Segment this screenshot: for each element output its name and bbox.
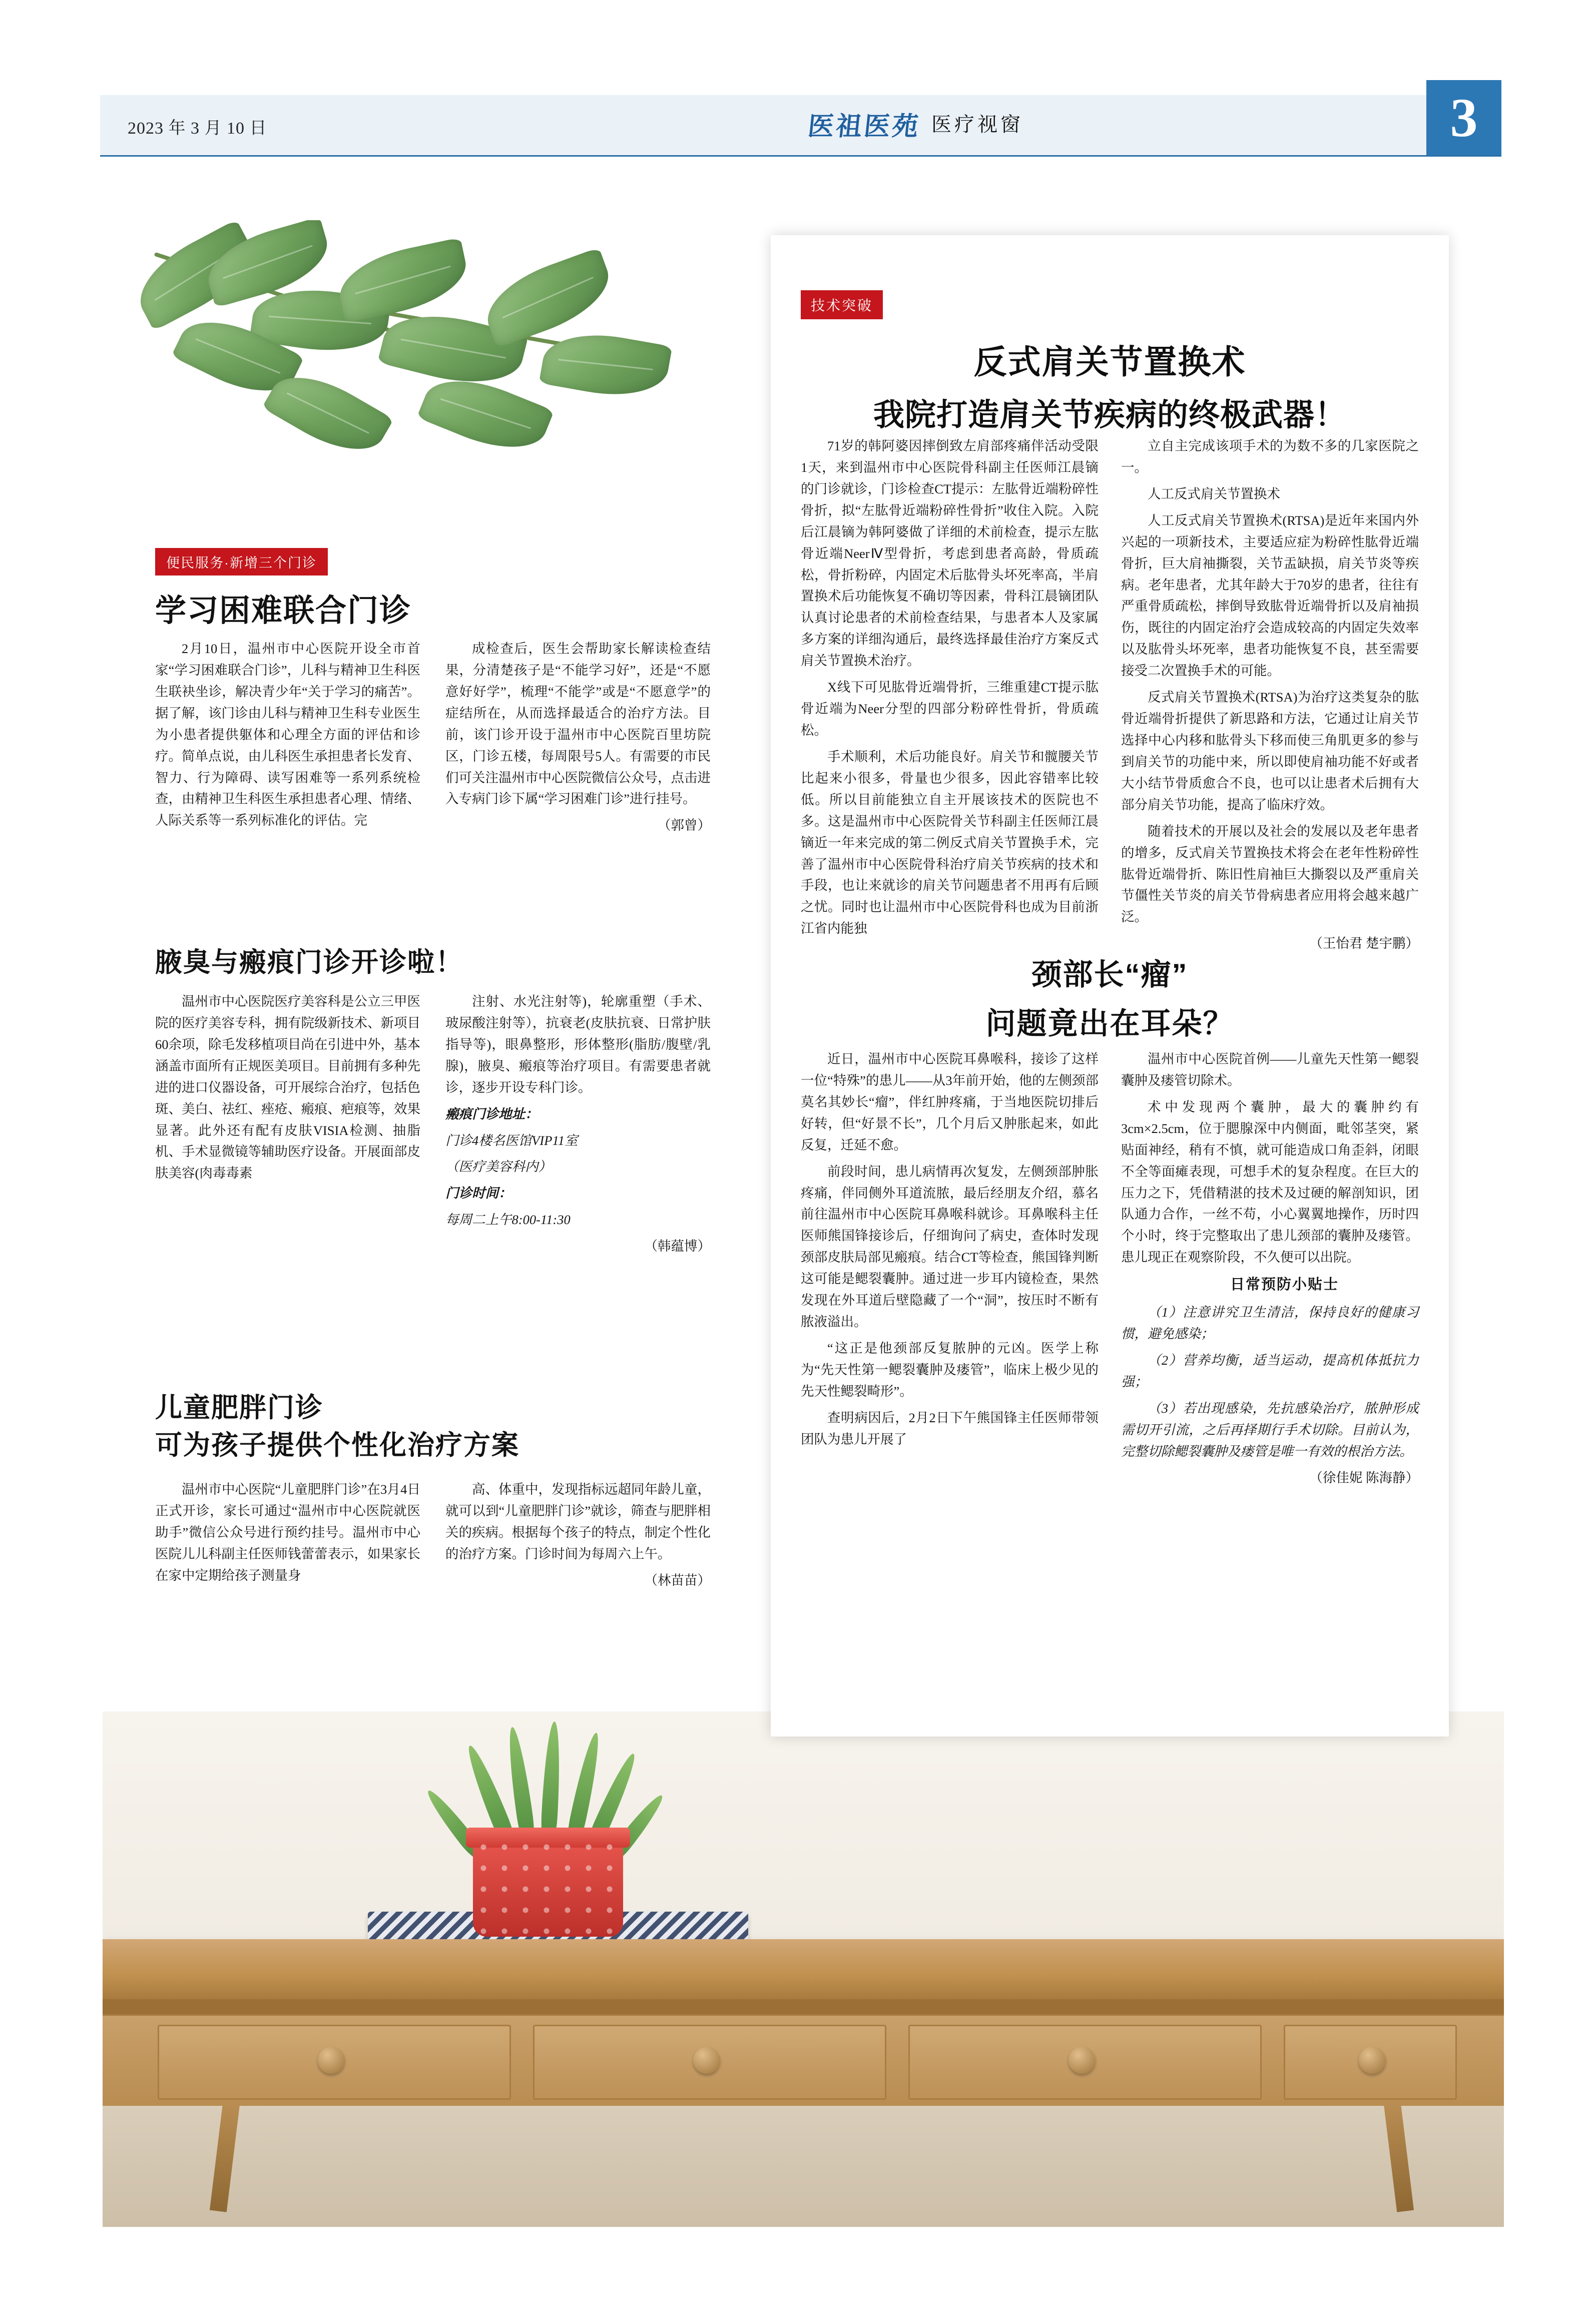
clinic-address-note: （医疗美容科内） — [445, 1159, 552, 1175]
feature-article-col1: 71岁的韩阿婆因摔倒致左肩部疼痛伴活动受限1天，来到温州市中心医院骨科副主任医师江晨镝的门诊就诊，门诊检查CT提示：左肱骨近端粉碎性骨折，拟“左肱骨近端粉碎性骨折”收住入院。入院后江晨镝为韩阿婆做了详细的术前检查，提示左肱骨近端NeerⅣ型骨折，考虑到患者高龄，骨质疏松，骨折粉碎，内固定术后肱骨头坏死率高，半肩置换术后功能恢复不确切等因素，骨科江晨镝团队认真讨论患者的术前检查结果，与患者本人及家属多方案的详细沟通后，最终选择最佳治疗方案反式肩关节置换术治疗。 X线下可见肱骨近端骨折，三维重建CT提示肱骨近端为Neer分型的四部分粉碎性骨折，骨质疏松。 手术顺利，术后功能良好。肩关节和髋腰关节比起来小很多，骨量也少很多，因此容错率比较低。所以目前能独立自主开展该技术的医院也不多。这是温州市中心医院骨关节科副主任医师江晨镝近一年来完成的第二例反式肩关节置换手术，完善了温州市中心医院骨科治疗肩关节疾病的技术和手段，也让来就诊的肩关节问题患者不用再有后顾之忧。同时也让温州市中心医院骨科也成为目前浙江省内能独 — [801, 438, 1099, 936]
article-child-obesity-col2: 高、体重中，发现指标远超同年龄儿童，就可以到“儿童肥胖门诊”就诊，筛查与肥胖相关的疾病。根据每个孩子的特点，制定个性化的治疗方案。门诊时间为每周六上午。 （林苗苗） — [445, 1479, 711, 1596]
feature-panel — [771, 235, 1449, 1737]
headline-child-obesity-clinic-line1: 儿童肥胖门诊 — [155, 1393, 323, 1423]
article-learning-difficulty-col2: 成检查后，医生会帮助家长解读检查结果，分清楚孩子是“不能学习好”，还是“不愿意好好学”，梳理“不能学”或是“不愿意学”的症结所在，从而选择最适合的治疗方法。目前，该门诊开设于温州市中心医院百里坊院区，门诊五楼，每周限号5人。有需要的市民们可关注温州市中心医院微信公众号，点击进入专病门诊下属“学习困难门诊”进行挂号。 （郭曾） — [445, 638, 711, 841]
second-feature-headline — [801, 951, 1419, 1043]
article-bromhidrosis-col2: 注射、水光注射等)，轮廓重塑（手术、玻尿酸注射等），抗衰老(皮肤抗衰、日常护肤指导等)，眼鼻整形，形体整形(脂肪/腹壁/乳腺)，腋臭、瘢痕等治疗项目。有需要患者就诊，逐步开设专科门诊。 瘢痕门诊地址： 门诊4楼名医馆VIP11室 （医疗美容科内） 门诊时间： 每周二上午8:00-11:30 （韩蕴博） — [445, 991, 711, 1262]
section-tag-convenience-service: 便民服务·新增三个门诊 — [155, 548, 328, 575]
page-number-badge: 3 — [1426, 80, 1501, 155]
article-signature: （郭曾） — [658, 818, 711, 833]
logo-subtitle: 医疗视窗 — [931, 114, 1023, 136]
second-feature-col2: 温州市中心医院首例——儿童先天性第一鳃裂囊肿及瘘管切除术。 术中发现两个囊肿，最大的囊肿约有3cm×2.5cm，位于腮腺深中内侧面，毗邻茎突，紧贴面神经，稍有不慎，就可能造成口角歪斜，闭眼不全等面瘫表现，可想手术的复杂程度。在巨大的压力之下，凭借精湛的技术及过硬的解剖知识，团队通力合作，一丝不苟，小心翼翼地操作，历时四个小时，终于完整取出了患儿颈部的囊肿及瘘管。患儿现正在观察阶段，不久便可以出院。 日常预防小贴士 （1）注意讲究卫生清洁，保持良好的健康习惯，避免感染； （2）营养均衡，适当运动，提高机体抵抗力强； （3）若出现感染，先抗感染治疗，脓肿形成需切开引流，之后再择期行手术切除。目前认为，完整切除鳃裂囊肿及瘘管是唯一有效的根治方法。 （徐佳妮 陈海静） — [1121, 1048, 1419, 1494]
feature-signature: （王怡君 楚宇鹏） — [1309, 936, 1419, 951]
feature-headline — [801, 335, 1419, 434]
publication-date: 2023 年 3 月 10 日 — [128, 119, 267, 138]
prevention-tips-title: 日常预防小贴士 — [1230, 1277, 1339, 1293]
clinic-address-label: 瘢痕门诊地址： — [445, 1106, 539, 1121]
publication-logo — [776, 105, 1056, 145]
article-child-obesity-col1: 温州市中心医院“儿童肥胖门诊”在3月4日正式开诊，家长可通过“温州市中心医院就医助手”微信公众号进行预约挂号。温州市中心医院儿儿科副主任医师钱蕾蕾表示，如果家长在家中定期给孩子测量身 — [155, 1482, 420, 1583]
article-bromhidrosis-col1: 温州市中心医院医疗美容科是公立三甲医院的医疗美容专科，拥有院级新技术、新项目60余项，除毛发移植项目尚在引进中外，基本涵盖市面所有正规医美项目。目前拥有多种先进的进口仪器设备，可开展综合治疗，包括色斑、美白、祛红、痤疮、瘢痕、疤痕等，效果显著。此外还有配有皮肤VISIA检测、抽脂机、手术显微镜等辅助医疗设备。开展面部皮肤美容(肉毒毒素 — [155, 994, 420, 1181]
headline-learning-difficulty-clinic: 学习困难联合门诊 — [155, 594, 412, 628]
table-with-plant-photo — [103, 1711, 1504, 2227]
feature-headline-line1: 反式肩关节置换术 — [973, 343, 1246, 380]
prevention-tip-3: （3）若出现感染，先抗感染治疗，脓肿形成需切开引流，之后再择期行手术切除。目前认为，完整切除鳃裂囊肿及瘘管是唯一有效的根治方法。 — [1121, 1400, 1419, 1459]
clinic-address-value: 门诊4楼名医馆VIP11室 — [445, 1132, 578, 1148]
logo-chinese-title: 医祖医苑 — [806, 113, 922, 141]
clinic-hours-label: 门诊时间： — [445, 1186, 512, 1201]
article-signature: （韩蕴博） — [644, 1239, 711, 1254]
section-tag-technology-breakthrough: 技术突破 — [801, 290, 883, 319]
masthead — [100, 87, 1501, 157]
feature-article-col2: 立自主完成该项手术的为数不多的几家医院之一。 人工反式肩关节置换术 人工反式肩关节置换术(RTSA)是近年来国内外兴起的一项新技术，主要适应症为粉碎性肱骨近端骨折，巨大肩袖撕裂，关节盂缺损，肩关节炎等疾病。老年患者，尤其年龄大于70岁的患者，往往有严重骨质疏松，摔倒导致肱骨近端骨折以及肩袖损伤，既往的内固定治疗会造成较高的内固定失效率以及肱骨头坏死率，患者功能恢复不良，甚至需要接受二次置换手术的可能。 反式肩关节置换术(RTSA)为治疗这类复杂的肱骨近端骨折提供了新思路和方法，它通过让肩关节选择中心内移和肱骨头下移而使三角肌更多的参与到肩关节的功能中来，所以即使肩袖功能不好或者大小结节骨质愈合不良，也可以让患者术后拥有大部分肩关节功能，提高了临床疗效。 随着技术的开展以及社会的发展以及老年患者的增多，反式肩关节置换技术将会在老年性粉碎性肱骨近端骨折、陈旧性肩袖巨大撕裂以及严重肩关节僵性关节炎的肩关节骨病患者应用将会越来越广泛。 （王怡君 楚宇鹏） — [1121, 435, 1419, 959]
second-feature-signature: （徐佳妮 陈海静） — [1309, 1470, 1419, 1485]
prevention-tip-2: （2）营养均衡，适当运动，提高机体抵抗力强； — [1121, 1353, 1419, 1389]
article-signature: （林苗苗） — [644, 1572, 711, 1588]
feature-headline-line2: 我院打造肩关节疾病的终极武器！ — [873, 398, 1346, 432]
prevention-tip-1: （1）注意讲究卫生清洁，保持良好的健康习惯，避免感染； — [1121, 1305, 1419, 1342]
second-feature-headline-line2: 问题竟出在耳朵？ — [985, 1007, 1234, 1040]
clinic-hours-value: 每周二上午8:00-11:30 — [445, 1212, 571, 1228]
article-learning-difficulty-col1: 2月10日，温州市中心医院开设全市首家“学习困难联合门诊”，儿科与精神卫生科医生联袂坐诊，解决青少年“关于学习的痛苦”。据了解，该门诊由儿科与精神卫生科专业医生为小患者提供躯体和心理全方面的评估和诊疗。简单点说，由儿科医生承担患者长发育、智力、行为障碍、读写困难等一系列系统检查，由精神卫生科医生承担患者心理、情绪、人际关系等一系列标准化的评估。完 — [155, 641, 420, 828]
second-feature-col1: 近日，温州市中心医院耳鼻喉科，接诊了这样一位“特殊”的患儿——从3年前开始，他的左侧颈部莫名其妙长“瘤”，伴红肿疼痛，于当地医院切排后好转，但“好景不长”，几个月后又肿胀起来，如此反复，迁延不愈。 前段时间，患儿病情再次复发，左侧颈部肿胀疼痛，伴同侧外耳道流脓，最后经朋友介绍，慕名前往温州市中心医院耳鼻喉科就诊。耳鼻喉科主任医师熊国锋接诊后，仔细询问了病史，查体时发现颈部皮肤局部见瘢痕。结合CT等检查，熊国锋判断这可能是鳃裂囊肿。通过进一步耳内镜检查，果然发现在外耳道后壁隐藏了一个“洞”，按压时不断有脓液溢出。 “这正是他颈部反复脓肿的元凶。医学上称为“先天性第一鳃裂囊肿及瘘管”，临床上极少见的先天性鳃裂畸形”。 查明病因后，2月2日下午熊国锋主任医师带领团队为患儿开展了 — [801, 1051, 1099, 1447]
headline-bromhidrosis-scar-clinic: 腋臭与瘢痕门诊开诊啦！ — [155, 947, 463, 977]
second-feature-headline-line1: 颈部长“瘤” — [1031, 958, 1188, 991]
decorative-leaves-photo — [103, 220, 708, 530]
headline-child-obesity-clinic-line2: 可为孩子提供个性化治疗方案 — [155, 1430, 519, 1460]
flower-pot — [473, 1837, 623, 1937]
